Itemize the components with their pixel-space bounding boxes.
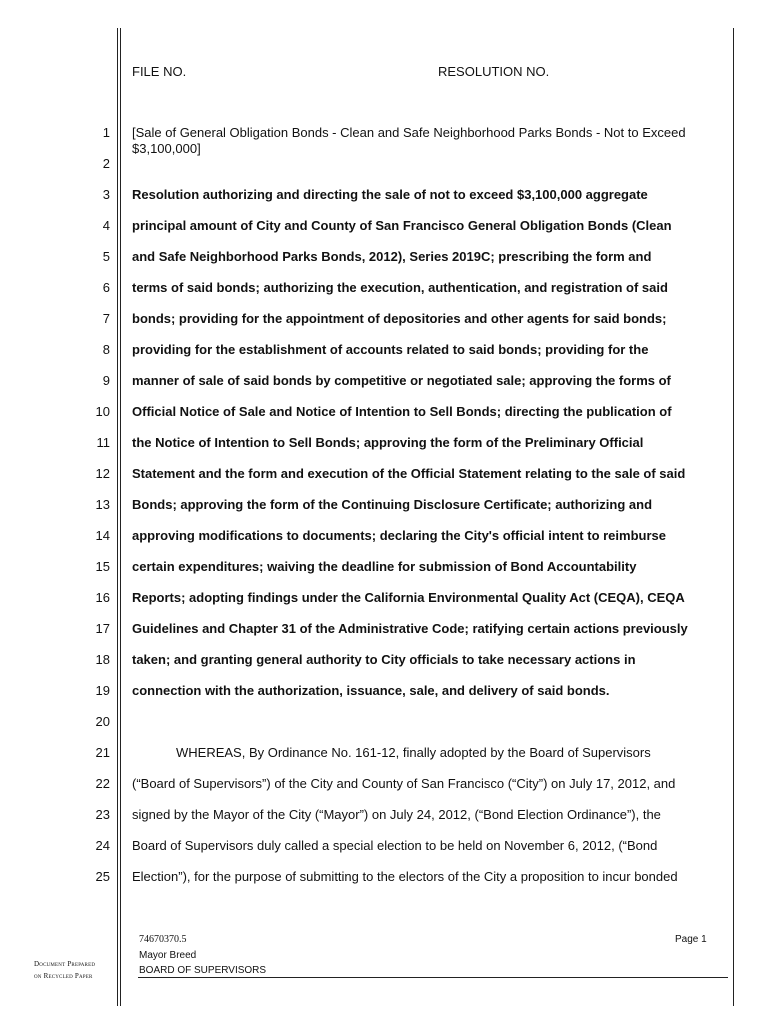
right-margin-rule [733, 28, 734, 1006]
summary-line: manner of sale of said bonds by competitive or negotiated sale; approving the forms of [132, 373, 671, 388]
document-number: 74670370.5 [139, 934, 187, 945]
summary-line: Official Notice of Sale and Notice of Intention to Sell Bonds; directing the publication of [132, 404, 672, 419]
summary-line: the Notice of Intention to Sell Bonds; approving the form of the Preliminary Official [132, 435, 644, 450]
line-number: 5 [102, 249, 110, 264]
body-line: Board of Supervisors duly called a special election to be held on November 6, 2012, (“Bond [132, 838, 658, 853]
file-no-label: FILE NO. [132, 64, 187, 79]
summary-line: Reports; adopting findings under the California Environmental Quality Act (CEQA), CEQA [132, 590, 685, 605]
summary-line: Bonds; approving the form of the Continuing Disclosure Certificate; authorizing and [132, 497, 653, 512]
recycled-paper-note-line1: Document Prepared [34, 960, 96, 968]
line-number: 18 [95, 652, 110, 667]
line-number: 1 [102, 125, 110, 140]
summary-line: terms of said bonds; authorizing the execution, authentication, and registration of said [132, 280, 668, 295]
summary-line: bonds; providing for the appointment of depositories and other agents for said bonds; [132, 311, 667, 326]
line-number: 23 [95, 807, 110, 822]
line-number: 15 [95, 559, 110, 574]
line-number: 25 [95, 869, 110, 884]
line-number: 4 [102, 218, 110, 233]
title-line: $3,100,000] [132, 141, 201, 156]
summary-line: taken; and granting general authority to City officials to take necessary actions in [132, 652, 636, 667]
summary-line: providing for the establishment of accounts related to said bonds; providing for the [132, 342, 649, 357]
line-number: 12 [95, 466, 110, 481]
summary-line: approving modifications to documents; declaring the City's official intent to reimburse [132, 528, 666, 543]
line-number: 2 [102, 156, 110, 171]
summary-line: Resolution authorizing and directing the sale of not to exceed $3,100,000 aggregate [132, 187, 648, 202]
summary-line: certain expenditures; waiving the deadline for submission of Bond Accountability [132, 559, 637, 574]
line-number: 19 [95, 683, 110, 698]
left-margin-rule-inner [120, 28, 121, 1006]
line-number: 22 [95, 776, 110, 791]
body-line: signed by the Mayor of the City (“Mayor”) on July 24, 2012, (“Bond Election Ordinance”), the [132, 807, 661, 822]
line-number: 7 [102, 311, 110, 326]
line-number: 8 [102, 342, 110, 357]
line-number: 3 [102, 187, 110, 202]
left-margin-rule-outer [117, 28, 118, 1006]
line-number: 11 [96, 435, 110, 450]
footer-rule [138, 977, 728, 978]
page-number: Page 1 [675, 934, 707, 945]
line-number: 24 [95, 838, 110, 853]
line-number: 16 [95, 590, 110, 605]
line-number: 20 [95, 714, 110, 729]
line-number: 10 [95, 404, 110, 419]
title-line: [Sale of General Obligation Bonds - Clean and Safe Neighborhood Parks Bonds - Not to Exceed [132, 125, 686, 140]
line-number: 14 [95, 528, 110, 543]
summary-line: principal amount of City and County of San Francisco General Obligation Bonds (Clean [132, 218, 672, 233]
line-number: 9 [102, 373, 110, 388]
summary-line: Statement and the form and execution of the Official Statement relating to the sale of said [132, 466, 686, 481]
line-number: 17 [95, 621, 110, 636]
line-number: 6 [102, 280, 110, 295]
body-line: (“Board of Supervisors”) of the City and County of San Francisco (“City”) on July 17, 2012, and [132, 776, 676, 791]
resolution-no-label: RESOLUTION NO. [438, 64, 550, 79]
line-number: 21 [95, 745, 110, 760]
line-number: 13 [95, 497, 110, 512]
summary-line: connection with the authorization, issuance, sale, and delivery of said bonds. [132, 683, 610, 698]
sponsor-name: Mayor Breed [139, 950, 197, 961]
summary-line: and Safe Neighborhood Parks Bonds, 2012), Series 2019C; prescribing the form and [132, 249, 652, 264]
summary-line: Guidelines and Chapter 31 of the Administrative Code; ratifying certain actions previously [132, 621, 688, 636]
recycled-paper-note-line2: on Recycled Paper [34, 972, 93, 980]
body-line: Election”), for the purpose of submitting to the electors of the City a proposition to incur bonded [132, 869, 678, 884]
board-name: BOARD OF SUPERVISORS [139, 965, 267, 976]
body-line: WHEREAS, By Ordinance No. 161-12, finally adopted by the Board of Supervisors [176, 745, 651, 760]
